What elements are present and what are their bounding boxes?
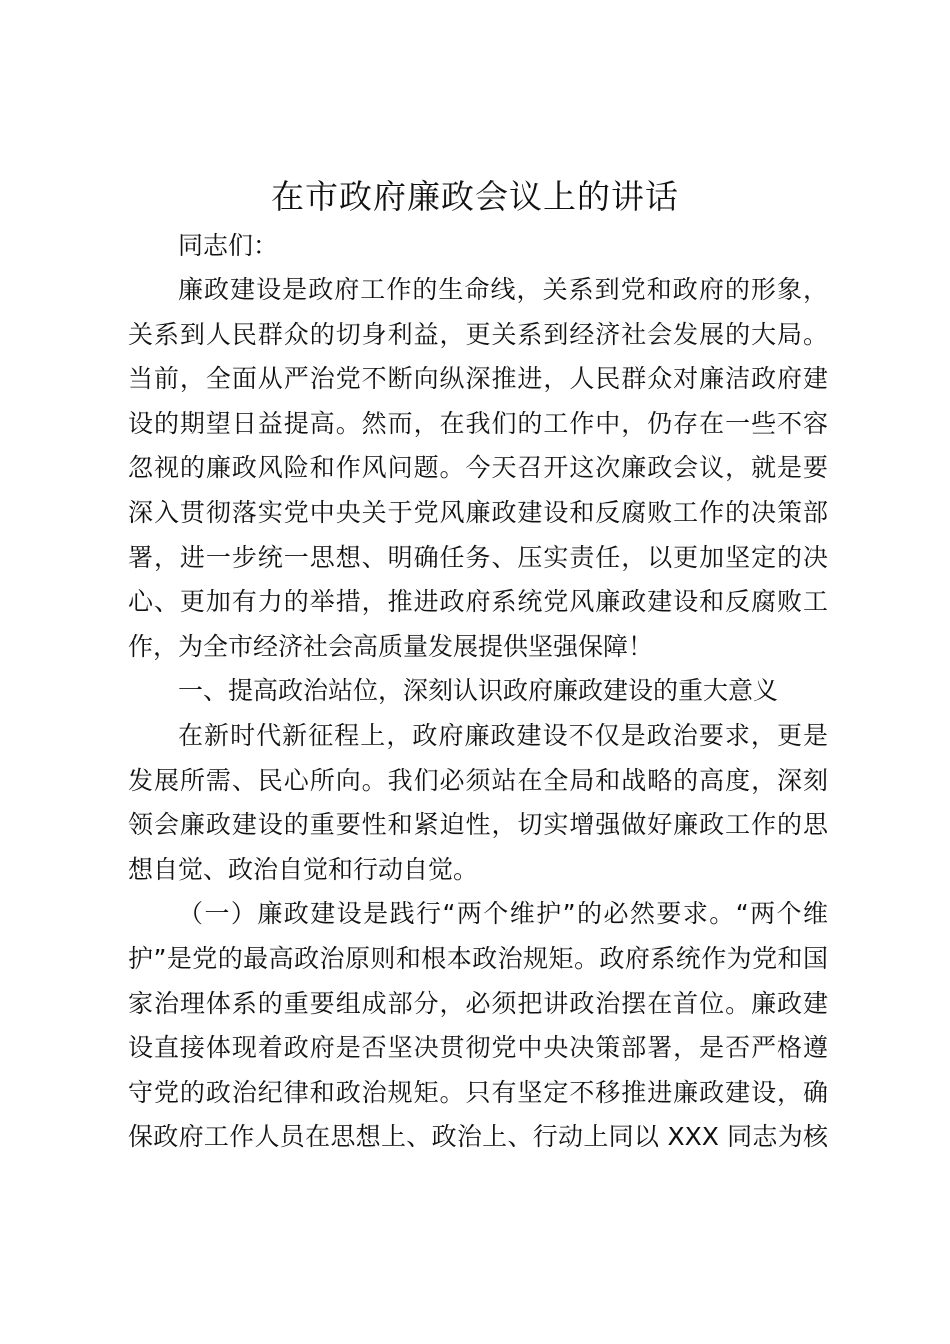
body-line: 发展所需、民心所向。我们必须站在全局和战略的高度，深刻 bbox=[128, 766, 828, 795]
salutation: 同志们： bbox=[178, 231, 279, 260]
body-line: 署，进一步统一思想、明确任务、压实责任，以更加坚定的决 bbox=[128, 543, 828, 572]
body-line: 设直接体现着政府是否坚决贯彻党中央决策部署，是否严格遵 bbox=[128, 1033, 828, 1062]
body-line: 设的期望日益提高。然而，在我们的工作中，仍存在一些不容 bbox=[128, 409, 828, 438]
document-title: 在市政府廉政会议上的讲话 bbox=[271, 177, 679, 216]
body-line: 家治理体系的重要组成部分，必须把讲政治摆在首位。廉政建 bbox=[128, 989, 828, 1018]
body-line: 廉政建设是政府工作的生命线，关系到党和政府的形象， bbox=[178, 275, 828, 304]
body-line: 想自觉、政治自觉和行动自觉。 bbox=[128, 855, 479, 884]
body-line: 忽视的廉政风险和作风问题。今天召开这次廉政会议，就是要 bbox=[128, 453, 828, 482]
subsection-line: （一）廉政建设是践行“两个维护”的必然要求。“两个维 bbox=[178, 899, 828, 928]
body-line: 守党的政治纪律和政治规矩。只有坚定不移推进廉政建设，确 bbox=[128, 1078, 828, 1107]
body-line: 护”是党的最高政治原则和根本政治规矩。政府系统作为党和国 bbox=[128, 944, 828, 973]
body-line: 保政府工作人员在思想上、政治上、行动上同以 XXX 同志为核 bbox=[128, 1122, 828, 1151]
body-line: 关系到人民群众的切身利益，更关系到经济社会发展的大局。 bbox=[128, 320, 828, 349]
body-line: 领会廉政建设的重要性和紧迫性，切实增强做好廉政工作的思 bbox=[128, 810, 828, 839]
body-line: 作，为全市经济社会高质量发展提供坚强保障！ bbox=[128, 632, 654, 661]
section-heading: 一、提高政治站位，深刻认识政府廉政建设的重大意义 bbox=[178, 676, 779, 705]
body-line: 心、更加有力的举措，推进政府系统党风廉政建设和反腐败工 bbox=[128, 587, 828, 616]
body-line: 当前，全面从严治党不断向纵深推进，人民群众对廉洁政府建 bbox=[128, 364, 828, 393]
body-line: 在新时代新征程上，政府廉政建设不仅是政治要求，更是 bbox=[178, 721, 828, 750]
body-line: 深入贯彻落实党中央关于党风廉政建设和反腐败工作的决策部 bbox=[128, 498, 828, 527]
